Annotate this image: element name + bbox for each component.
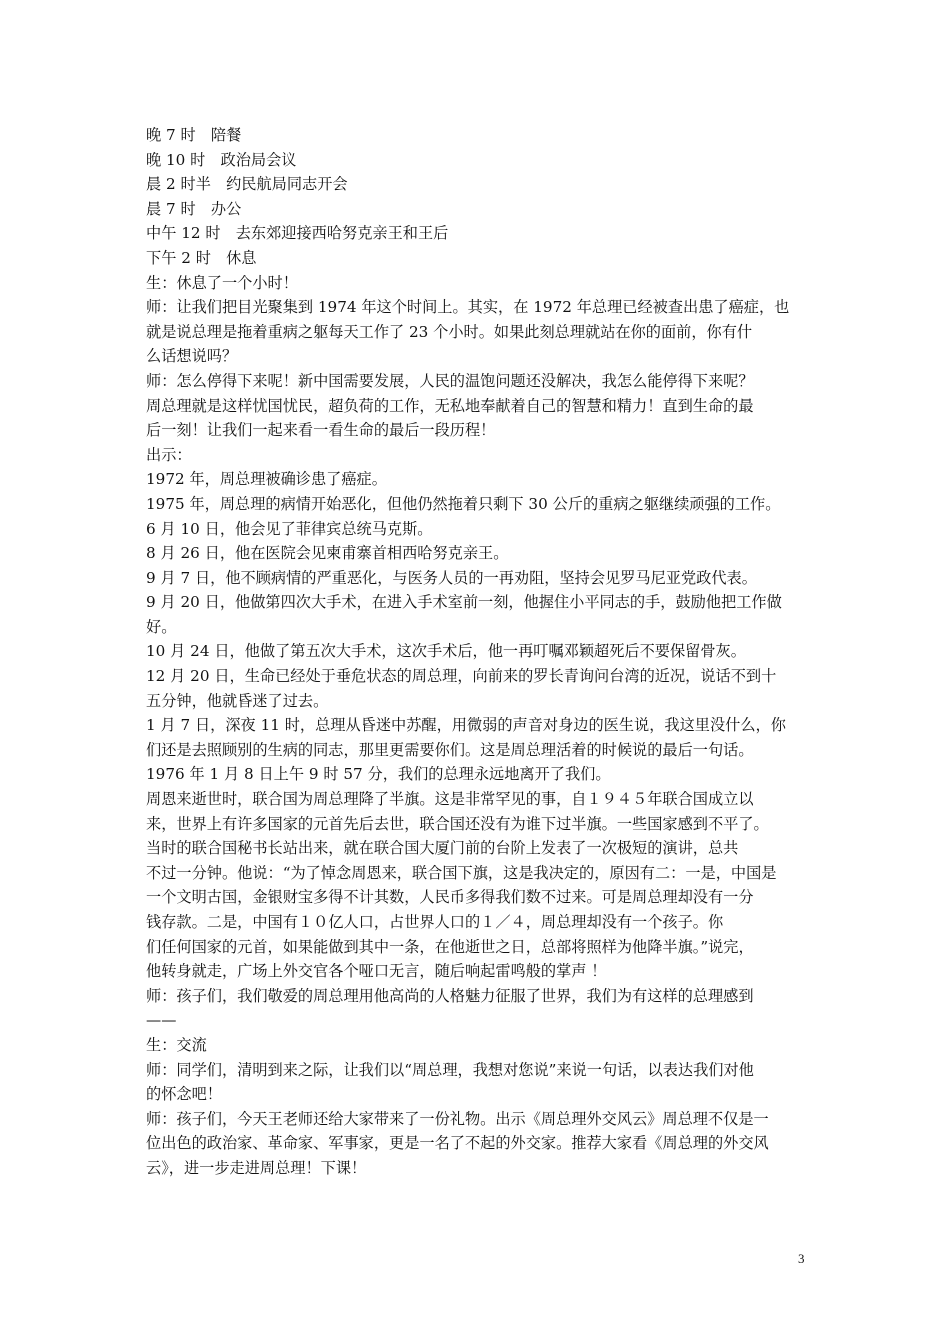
text-line: 生：交流 bbox=[146, 1035, 207, 1054]
text-line: 1972 年，周总理被确诊患了癌症。 bbox=[146, 470, 387, 489]
schedule-line: 晨 7 时 办公 bbox=[146, 199, 242, 218]
text-line: 云》，进一步走进周总理！下课！ bbox=[146, 1158, 367, 1177]
text-line: 9 月 7 日，他不顾病情的严重恶化，与医务人员的一再劝阻，坚持会见罗马尼亚党政代表。 bbox=[146, 568, 757, 587]
text-line: 他转身就走，广场上外交官各个哑口无言，随后响起雷鸣般的掌声 ！ bbox=[146, 962, 607, 981]
text-line: 位出色的政治家、革命家、军事家，更是一名了不起的外交家。推荐大家看《周总理的外交风 bbox=[146, 1134, 769, 1153]
text-line: 钱存款。二是，中国有１０亿人口，占世界人口的１／４，周总理却没有一个孩子。你 bbox=[146, 913, 724, 931]
text-line: 师：怎么停得下来呢！新中国需要发展，人民的温饱问题还没解决，我怎么能停得下来呢？ bbox=[146, 371, 754, 390]
text-line: 就是说总理是拖着重病之躯每天工作了 23 个小时。如果此刻总理就站在你的面前，你有什 bbox=[146, 322, 753, 341]
text-line: 的怀念吧！ bbox=[146, 1085, 222, 1104]
schedule-line: 晚 10 时 政治局会议 bbox=[146, 150, 297, 169]
text-line: 1976 年 1 月 8 日上午 9 时 57 分，我们的总理永远地离开了我们。 bbox=[146, 765, 611, 784]
text-line: 12 月 20 日，生命已经处于垂危状态的周总理，向前来的罗长青询问台湾的近况，说话不到十 bbox=[146, 667, 777, 686]
text-line: 9 月 20 日，他做第四次大手术，在进入手术室前一刻，他握住小平同志的手，鼓励他把工作做 bbox=[146, 593, 782, 612]
text-line: 五分钟，他就昏迷了过去。 bbox=[146, 691, 329, 710]
text-line: 好。 bbox=[146, 617, 177, 636]
text-line: 后一刻！让我们一起来看一看生命的最后一段历程！ bbox=[146, 421, 496, 440]
text-line: 1 月 7 日，深夜 11 时，总理从昏迷中苏醒，用微弱的声音对身边的医生说，我这里没什么，你 bbox=[146, 716, 786, 735]
text-line: 师：孩子们，我们敬爱的周总理用他高尚的人格魅力征服了世界，我们为有这样的总理感到 bbox=[146, 986, 754, 1005]
text-line: 来，世界上有许多国家的元首先后去世，联合国还没有为谁下过半旗。一些国家感到不平了。 bbox=[146, 814, 769, 833]
text-line: 们任何国家的元首，如果能做到其中一条，在他逝世之日，总部将照样为他降半旗。”说完， bbox=[146, 937, 754, 956]
text-line: 们还是去照顾别的生病的同志，那里更需要你们。这是周总理活着的时候说的最后一句话。 bbox=[146, 740, 754, 759]
text-line: 8 月 26 日，他在医院会见柬甫寨首相西哈努克亲王。 bbox=[146, 544, 509, 563]
text-line: 师：让我们把目光聚集到 1974 年这个时间上。其实，在 1972 年总理已经被查出患了癌症，也 bbox=[146, 298, 790, 317]
text-line: 1975 年，周总理的病情开始恶化，但他仍然拖着只剩下 30 公斤的重病之躯继续顽强的工作。 bbox=[146, 494, 781, 513]
text-line: —— bbox=[146, 1011, 177, 1030]
text-line: 周恩来逝世时，联合国为周总理降了半旗。这是非常罕见的事，自１９４５年联合国成立以 bbox=[146, 790, 754, 809]
text-line: 当时的联合国秘书长站出来，就在联合国大厦门前的台阶上发表了一次极短的演讲，总共 bbox=[146, 839, 739, 858]
page-number: 3 bbox=[798, 1251, 805, 1266]
text-line: 么话想说吗？ bbox=[146, 347, 238, 366]
text-line: 师：孩子们，今天王老师还给大家带来了一份礼物。出示《周总理外交风云》周总理不仅是一 bbox=[146, 1109, 769, 1128]
text-line: 周总理就是这样忧国忧民，超负荷的工作，无私地奉献着自己的智慧和精力！直到生命的最 bbox=[146, 396, 754, 415]
text-line: 不过一分钟。他说：“为了悼念周恩来，联合国下旗，这是我决定的，原因有二：一是，中国是 bbox=[146, 863, 777, 882]
text-line: 6 月 10 日，他会见了菲律宾总统马克斯。 bbox=[146, 519, 433, 538]
schedule-line: 中午 12 时 去东郊迎接西哈努克亲王和王后 bbox=[146, 224, 449, 243]
text-line: 生：休息了一个小时！ bbox=[146, 273, 298, 292]
schedule-line: 下午 2 时 休息 bbox=[146, 248, 257, 267]
text-line: 一个文明古国，金银财宝多得不计其数，人民币多得我们数不过来。可是周总理却没有一分 bbox=[146, 888, 754, 907]
text-line: 出示： bbox=[146, 445, 192, 464]
document-body bbox=[146, 123, 810, 1181]
text-line: 师：同学们，清明到来之际，让我们以“周总理，我想对您说”来说一句话，以表达我们对他 bbox=[146, 1060, 754, 1079]
text-line: 10 月 24 日，他做了第五次大手术，这次手术后，他一再叮嘱邓颖超死后不要保留骨灰。 bbox=[146, 642, 746, 661]
schedule-line: 晚 7 时 陪餐 bbox=[146, 126, 242, 144]
schedule-line: 晨 2 时半 约民航局同志开会 bbox=[146, 175, 348, 194]
